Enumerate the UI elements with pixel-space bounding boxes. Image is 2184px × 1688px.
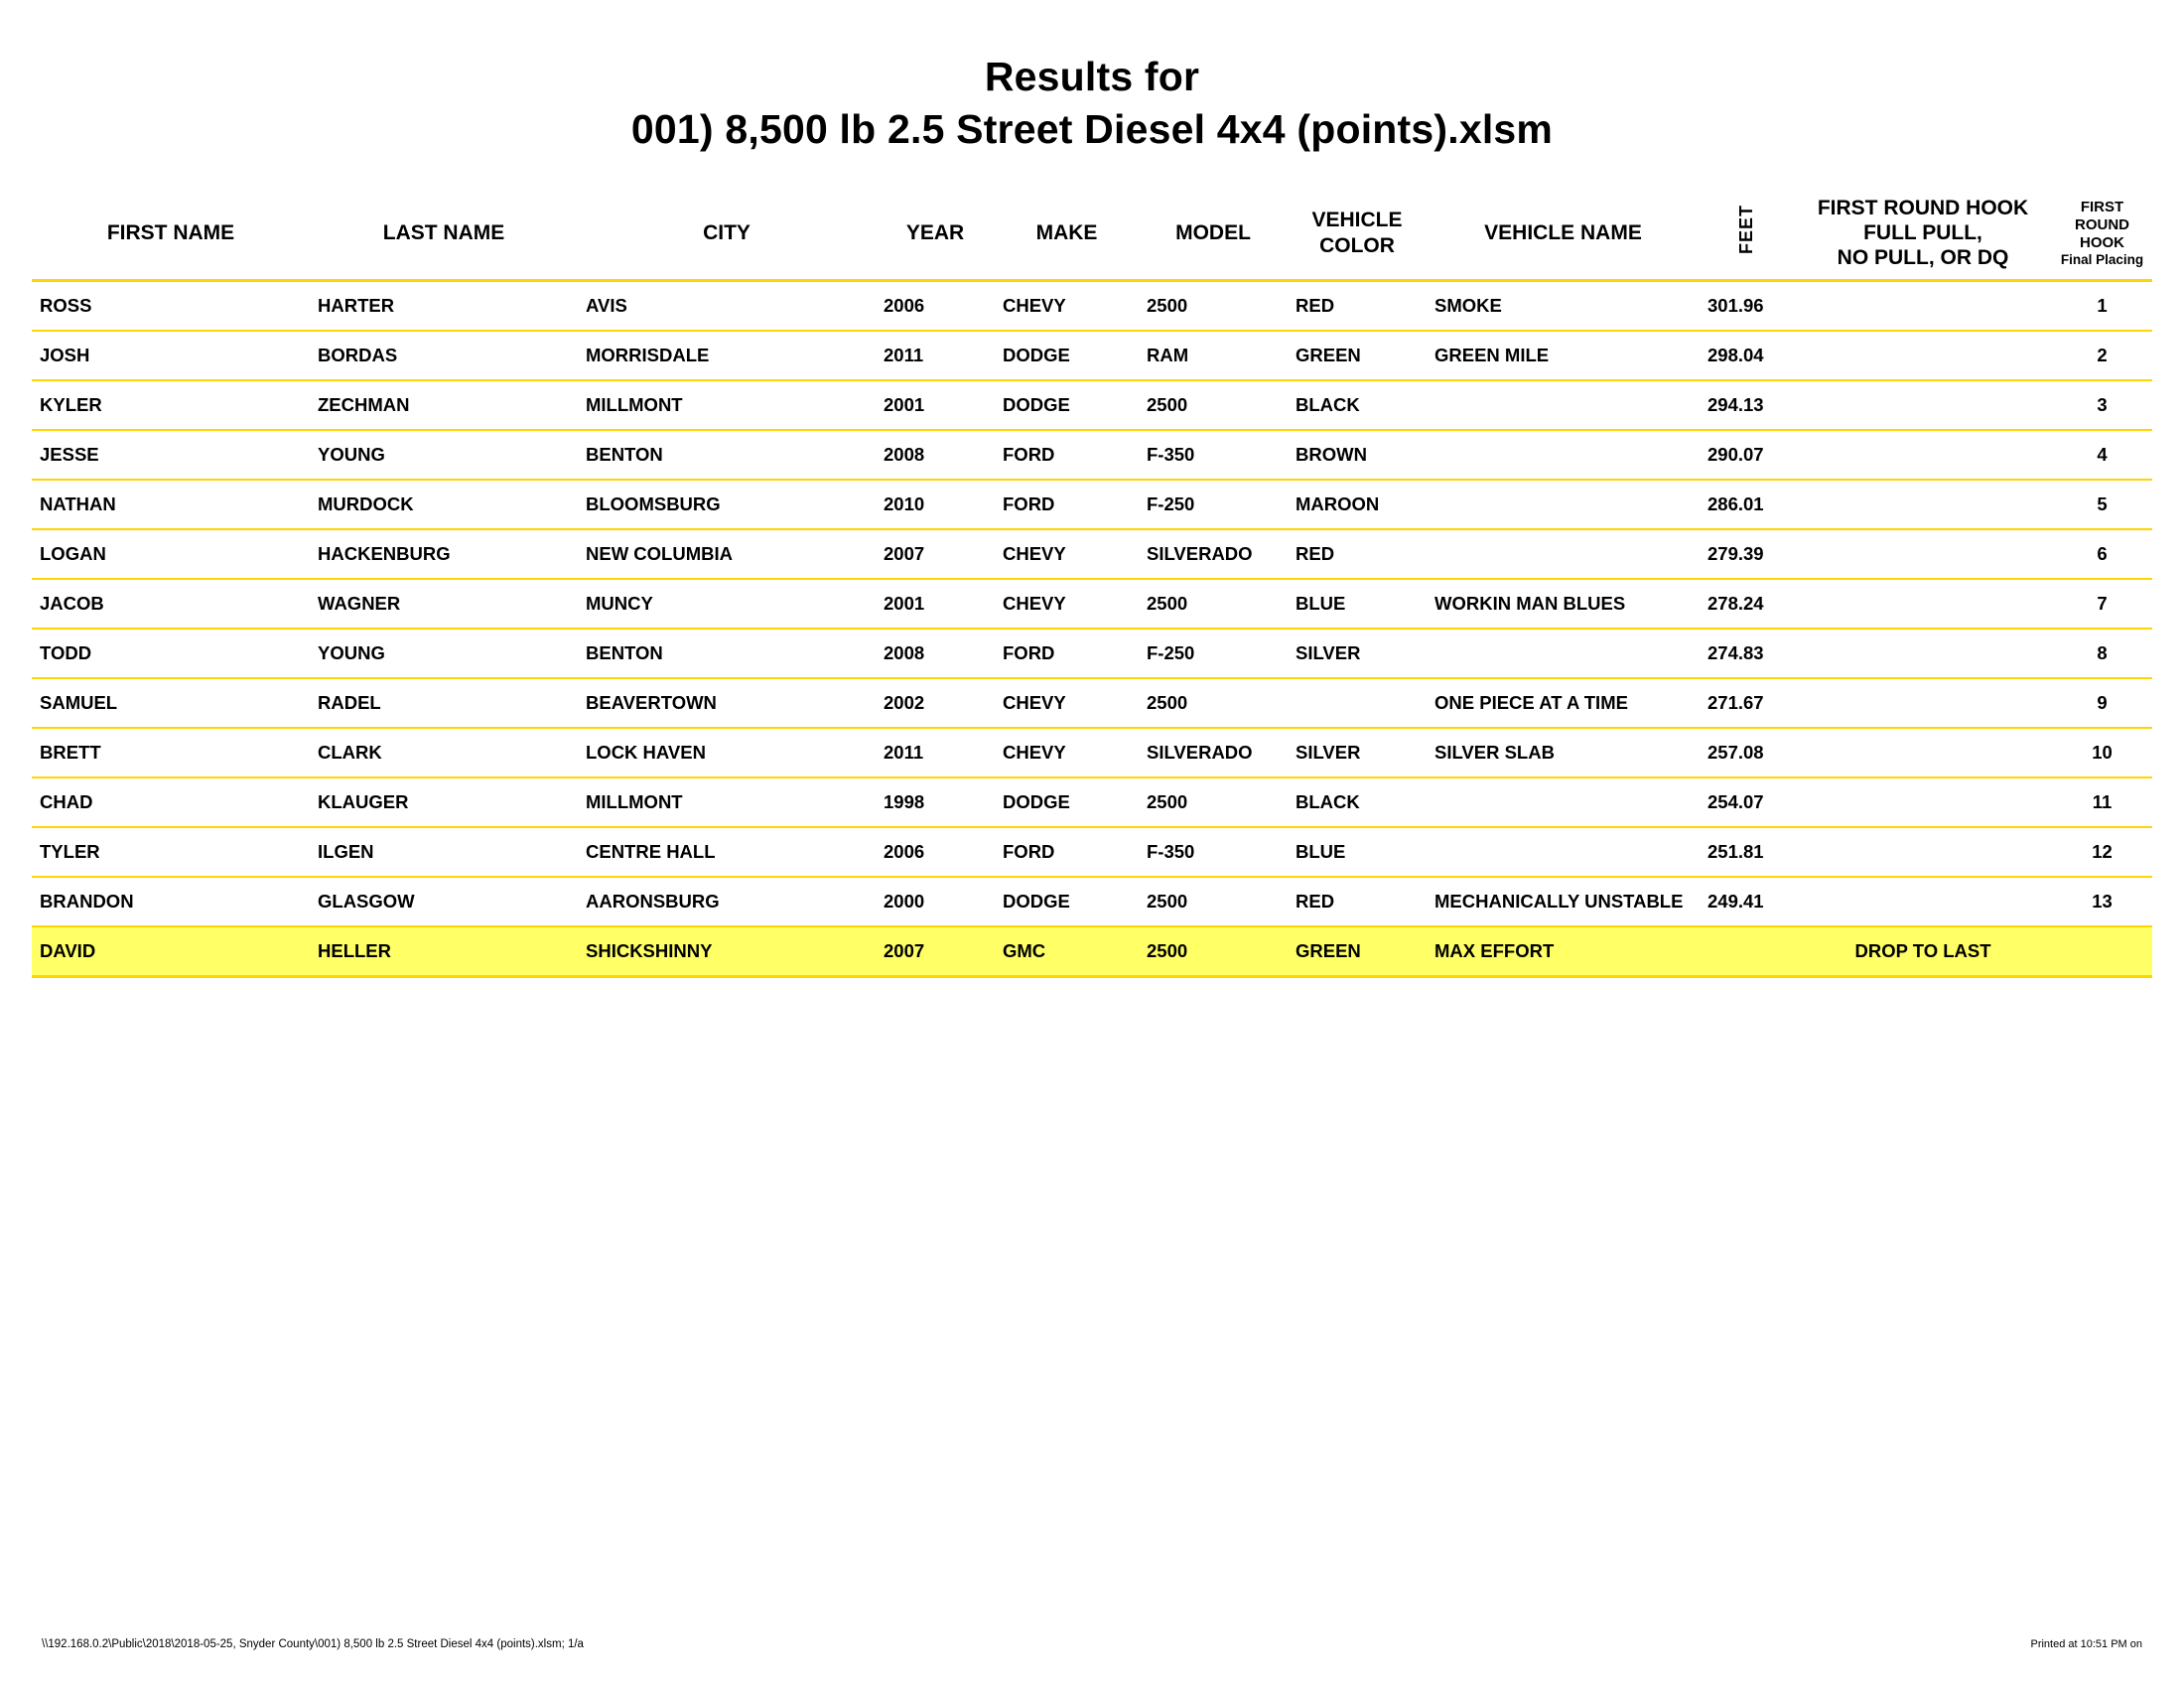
result-cell-final-placing: 12 [2052, 827, 2152, 877]
result-cell-vehicle-color: RED [1288, 877, 1427, 926]
result-cell-vehicle-name [1427, 629, 1700, 678]
result-cell-year: 2006 [876, 827, 995, 877]
result-cell-final-placing: 10 [2052, 728, 2152, 777]
result-cell-first-name: NATHAN [32, 480, 310, 529]
result-cell-city: LOCK HAVEN [578, 728, 876, 777]
result-cell-last-name: KLAUGER [310, 777, 578, 827]
result-cell-vehicle-name [1427, 480, 1700, 529]
result-cell-last-name: CLARK [310, 728, 578, 777]
result-cell-city: AARONSBURG [578, 877, 876, 926]
result-cell-year: 2010 [876, 480, 995, 529]
hook-header-line-2: FULL PULL, [1863, 221, 1982, 244]
result-cell-city: BEAVERTOWN [578, 678, 876, 728]
result-cell-model: F-350 [1139, 430, 1288, 480]
result-cell-last-name: YOUNG [310, 629, 578, 678]
table-row [32, 280, 2152, 331]
column-header-vehicle-name: VEHICLE NAME [1427, 188, 1700, 281]
result-cell-city: AVIS [578, 280, 876, 331]
result-cell-make: DODGE [995, 331, 1139, 380]
result-cell-year: 2002 [876, 678, 995, 728]
column-header-last-name: LAST NAME [310, 188, 578, 281]
results-table [32, 188, 2152, 978]
result-cell-feet: 251.81 [1700, 827, 1794, 877]
result-cell-vehicle-color: BLACK [1288, 380, 1427, 430]
result-cell-final-placing: 6 [2052, 529, 2152, 579]
result-cell-vehicle-color: BLACK [1288, 777, 1427, 827]
result-cell-vehicle-color: BLUE [1288, 579, 1427, 629]
table-header-row [32, 188, 2152, 281]
result-cell-final-placing: 11 [2052, 777, 2152, 827]
result-cell-first-name: LOGAN [32, 529, 310, 579]
result-cell-year: 2011 [876, 728, 995, 777]
result-cell-first-round-hook: DROP TO LAST [1794, 926, 2052, 977]
result-cell-vehicle-color: GREEN [1288, 926, 1427, 977]
result-cell-vehicle-color: SILVER [1288, 629, 1427, 678]
result-cell-vehicle-color: SILVER [1288, 728, 1427, 777]
result-cell-vehicle-name: MAX EFFORT [1427, 926, 1700, 977]
result-cell-last-name: HACKENBURG [310, 529, 578, 579]
result-cell-last-name: YOUNG [310, 430, 578, 480]
result-cell-first-round-hook [1794, 629, 2052, 678]
result-cell-model: F-350 [1139, 827, 1288, 877]
result-cell-last-name: BORDAS [310, 331, 578, 380]
result-cell-feet: 278.24 [1700, 579, 1794, 629]
column-header-feet [1700, 188, 1794, 281]
result-cell-city: MUNCY [578, 579, 876, 629]
footer-printed-timestamp: Printed at 10:51 PM on [2030, 1638, 2142, 1650]
result-cell-last-name: ILGEN [310, 827, 578, 877]
hook-header-line-3: NO PULL, OR DQ [1837, 246, 2009, 270]
result-cell-city: MILLMONT [578, 777, 876, 827]
result-cell-final-placing: 9 [2052, 678, 2152, 728]
table-row [32, 926, 2152, 977]
result-cell-first-round-hook [1794, 877, 2052, 926]
result-cell-make: FORD [995, 430, 1139, 480]
result-cell-vehicle-color: BLUE [1288, 827, 1427, 877]
table-row [32, 728, 2152, 777]
result-cell-final-placing: 4 [2052, 430, 2152, 480]
result-cell-first-name: SAMUEL [32, 678, 310, 728]
result-cell-last-name: HELLER [310, 926, 578, 977]
result-cell-model: 2500 [1139, 678, 1288, 728]
result-cell-first-round-hook [1794, 380, 2052, 430]
result-cell-vehicle-name: GREEN MILE [1427, 331, 1700, 380]
result-cell-make: CHEVY [995, 529, 1139, 579]
result-cell-year: 1998 [876, 777, 995, 827]
placing-header-line-3: Final Placing [2060, 251, 2144, 267]
result-cell-vehicle-name: ONE PIECE AT A TIME [1427, 678, 1700, 728]
result-cell-first-name: JOSH [32, 331, 310, 380]
result-cell-city: MILLMONT [578, 380, 876, 430]
result-cell-first-name: TYLER [32, 827, 310, 877]
result-cell-feet: 271.67 [1700, 678, 1794, 728]
result-cell-year: 2007 [876, 529, 995, 579]
table-row [32, 877, 2152, 926]
result-cell-last-name: GLASGOW [310, 877, 578, 926]
result-cell-make: DODGE [995, 380, 1139, 430]
page-footer [0, 1638, 2184, 1650]
column-header-feet-label: FEET [1735, 205, 1756, 255]
result-cell-model: 2500 [1139, 877, 1288, 926]
column-header-vehicle-color: VEHICLE COLOR [1288, 188, 1427, 281]
placing-header-line-2: HOOK [2080, 233, 2124, 251]
result-cell-model: 2500 [1139, 380, 1288, 430]
result-cell-feet: 249.41 [1700, 877, 1794, 926]
table-row [32, 480, 2152, 529]
result-cell-vehicle-name [1427, 529, 1700, 579]
column-header-year: YEAR [876, 188, 995, 281]
result-cell-first-round-hook [1794, 280, 2052, 331]
result-cell-vehicle-color [1288, 678, 1427, 728]
result-cell-feet [1700, 926, 1794, 977]
result-cell-make: CHEVY [995, 728, 1139, 777]
result-cell-city: NEW COLUMBIA [578, 529, 876, 579]
result-cell-last-name: WAGNER [310, 579, 578, 629]
result-cell-vehicle-color: RED [1288, 280, 1427, 331]
title-line-2: 001) 8,500 lb 2.5 Street Diesel 4x4 (points).xlsm [630, 106, 1554, 153]
result-cell-make: DODGE [995, 777, 1139, 827]
result-cell-city: BENTON [578, 430, 876, 480]
result-cell-last-name: MURDOCK [310, 480, 578, 529]
result-cell-feet: 290.07 [1700, 430, 1794, 480]
result-cell-model: RAM [1139, 331, 1288, 380]
result-cell-vehicle-name: SMOKE [1427, 280, 1700, 331]
results-table-wrapper [32, 188, 2152, 978]
result-cell-final-placing: 13 [2052, 877, 2152, 926]
result-cell-feet: 274.83 [1700, 629, 1794, 678]
result-cell-vehicle-name: SILVER SLAB [1427, 728, 1700, 777]
result-cell-feet: 257.08 [1700, 728, 1794, 777]
result-cell-model: F-250 [1139, 629, 1288, 678]
result-cell-last-name: HARTER [310, 280, 578, 331]
result-cell-last-name: ZECHMAN [310, 380, 578, 430]
result-cell-year: 2007 [876, 926, 995, 977]
result-cell-vehicle-name [1427, 827, 1700, 877]
result-cell-final-placing: 1 [2052, 280, 2152, 331]
result-cell-first-name: JACOB [32, 579, 310, 629]
result-cell-vehicle-color: GREEN [1288, 331, 1427, 380]
result-cell-first-round-hook [1794, 331, 2052, 380]
table-row [32, 827, 2152, 877]
result-cell-feet: 286.01 [1700, 480, 1794, 529]
table-row [32, 331, 2152, 380]
result-cell-model: SILVERADO [1139, 529, 1288, 579]
result-cell-make: DODGE [995, 877, 1139, 926]
result-cell-make: FORD [995, 480, 1139, 529]
result-cell-feet: 294.13 [1700, 380, 1794, 430]
result-cell-make: FORD [995, 827, 1139, 877]
result-cell-feet: 279.39 [1700, 529, 1794, 579]
title-line-1: Results for [984, 54, 1200, 99]
result-cell-vehicle-name [1427, 777, 1700, 827]
column-header-final-placing [2052, 188, 2152, 281]
result-cell-make: CHEVY [995, 678, 1139, 728]
result-cell-final-placing: 3 [2052, 380, 2152, 430]
result-cell-make: CHEVY [995, 280, 1139, 331]
result-cell-vehicle-color: MAROON [1288, 480, 1427, 529]
result-cell-final-placing [2052, 926, 2152, 977]
result-cell-first-name: CHAD [32, 777, 310, 827]
result-cell-city: CENTRE HALL [578, 827, 876, 877]
result-cell-first-name: KYLER [32, 380, 310, 430]
result-cell-model: F-250 [1139, 480, 1288, 529]
result-cell-first-round-hook [1794, 430, 2052, 480]
result-cell-vehicle-name: MECHANICALLY UNSTABLE [1427, 877, 1700, 926]
result-cell-make: CHEVY [995, 579, 1139, 629]
column-header-first-round-hook [1794, 188, 2052, 281]
result-cell-vehicle-name [1427, 430, 1700, 480]
result-cell-model: 2500 [1139, 280, 1288, 331]
result-cell-year: 2001 [876, 579, 995, 629]
result-cell-first-round-hook [1794, 678, 2052, 728]
result-cell-year: 2011 [876, 331, 995, 380]
result-cell-city: BENTON [578, 629, 876, 678]
result-cell-first-round-hook [1794, 728, 2052, 777]
result-cell-year: 2006 [876, 280, 995, 331]
result-cell-final-placing: 2 [2052, 331, 2152, 380]
result-cell-model: SILVERADO [1139, 728, 1288, 777]
result-cell-vehicle-color: BROWN [1288, 430, 1427, 480]
result-cell-first-round-hook [1794, 579, 2052, 629]
result-cell-year: 2001 [876, 380, 995, 430]
page-title [0, 0, 2184, 158]
result-cell-model: 2500 [1139, 777, 1288, 827]
table-body [32, 280, 2152, 976]
table-row [32, 777, 2152, 827]
table-row [32, 678, 2152, 728]
result-cell-vehicle-name [1427, 380, 1700, 430]
result-cell-vehicle-color: RED [1288, 529, 1427, 579]
hook-header-line-1: FIRST ROUND HOOK [1817, 196, 2029, 219]
result-cell-feet: 301.96 [1700, 280, 1794, 331]
result-cell-first-name: BRETT [32, 728, 310, 777]
result-cell-year: 2000 [876, 877, 995, 926]
result-cell-city: BLOOMSBURG [578, 480, 876, 529]
result-cell-first-name: DAVID [32, 926, 310, 977]
table-row [32, 529, 2152, 579]
result-cell-first-name: ROSS [32, 280, 310, 331]
result-cell-make: GMC [995, 926, 1139, 977]
result-cell-first-round-hook [1794, 480, 2052, 529]
column-header-city: CITY [578, 188, 876, 281]
table-row [32, 579, 2152, 629]
result-cell-final-placing: 5 [2052, 480, 2152, 529]
result-cell-year: 2008 [876, 430, 995, 480]
result-cell-city: SHICKSHINNY [578, 926, 876, 977]
table-row [32, 430, 2152, 480]
result-cell-model: 2500 [1139, 579, 1288, 629]
placing-header-line-1: FIRST ROUND [2075, 198, 2129, 233]
result-cell-model: 2500 [1139, 926, 1288, 977]
result-cell-vehicle-name: WORKIN MAN BLUES [1427, 579, 1700, 629]
result-cell-first-round-hook [1794, 777, 2052, 827]
result-cell-make: FORD [995, 629, 1139, 678]
result-cell-first-name: JESSE [32, 430, 310, 480]
result-cell-final-placing: 8 [2052, 629, 2152, 678]
result-cell-city: MORRISDALE [578, 331, 876, 380]
table-row [32, 380, 2152, 430]
table-row [32, 629, 2152, 678]
result-cell-final-placing: 7 [2052, 579, 2152, 629]
column-header-model: MODEL [1139, 188, 1288, 281]
column-header-first-name: FIRST NAME [32, 188, 310, 281]
result-cell-first-round-hook [1794, 827, 2052, 877]
result-cell-feet: 254.07 [1700, 777, 1794, 827]
result-cell-feet: 298.04 [1700, 331, 1794, 380]
result-cell-year: 2008 [876, 629, 995, 678]
result-cell-last-name: RADEL [310, 678, 578, 728]
table-header [32, 188, 2152, 281]
result-cell-first-name: BRANDON [32, 877, 310, 926]
footer-file-path: \\192.168.0.2\Public\2018\2018-05-25, Snyder County\001) 8,500 lb 2.5 Street Diesel 4x4 (points).xlsm; 1/a [42, 1638, 584, 1650]
column-header-make: MAKE [995, 188, 1139, 281]
result-cell-first-round-hook [1794, 529, 2052, 579]
result-cell-first-name: TODD [32, 629, 310, 678]
